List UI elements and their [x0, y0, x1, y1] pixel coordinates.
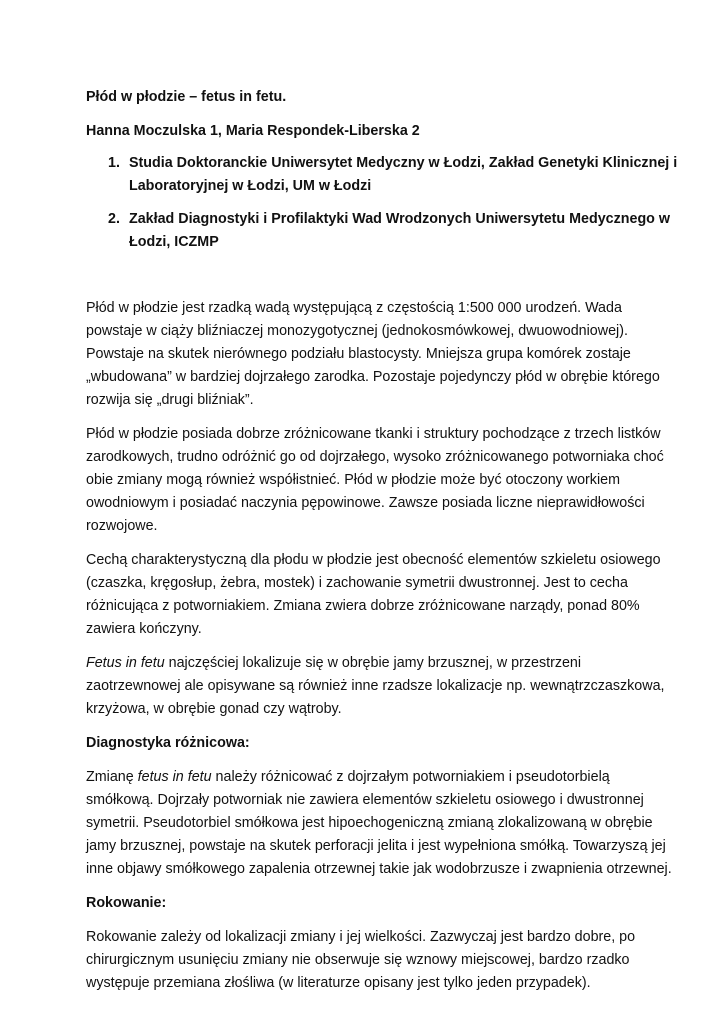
text-line: jamy brzusznej, powstaje na skutek perforacji jelita i jest wypełniona smółką. Towarzyszą jej: [86, 838, 666, 854]
authors: Hanna Moczulska 1, Maria Respondek-Liberska 2: [86, 123, 420, 139]
paragraph-tissues: [86, 423, 664, 538]
text-line: „wbudowana” w bardziej dojrzałego zarodka. Pozostaje pojedynczy płód w obrębie którego: [86, 369, 660, 385]
affiliation-line: Laboratoryjnej w Łodzi, UM w Łodzi: [129, 178, 372, 194]
heading-text: Rokowanie:: [86, 895, 167, 911]
document-title: Płód w płodzie – fetus in fetu.: [86, 89, 287, 105]
text-line: Powstaje na skutek nierównego podziału blastocysty. Mniejsza grupa komórek zostaje: [86, 346, 631, 362]
affiliation-line: Studia Doktoranckie Uniwersytet Medyczny w Łodzi, Zakład Genetyki Klinicznej i: [129, 155, 678, 171]
text-line: różnicująca z potworniakiem. Zmiana zwiera dobrze zróżnicowane narządy, ponad 80%: [86, 598, 640, 614]
text-fragment: Zmianę: [86, 769, 138, 785]
text-fragment: najczęściej lokalizuje się w obrębie jamy brzusznej, w przestrzeni: [164, 655, 582, 671]
text-line: rozwojowe.: [86, 518, 158, 534]
affiliation-item: [86, 208, 671, 254]
document-page: [86, 86, 678, 1006]
italic-term: Fetus in fetu: [86, 655, 165, 671]
italic-term: fetus in fetu: [137, 769, 212, 785]
paragraph-location: [86, 652, 665, 721]
text-line: występuje przemiana złośliwa (w literaturze opisany jest tylko jeden przypadek).: [86, 975, 591, 991]
text-line: [86, 652, 646, 675]
text-line: powstaje w ciąży bliźniaczej monozygotycznej (jednokosmówkowej, dwuowodniowej).: [86, 323, 628, 339]
text-line: chirurgicznym usunięciu zmiany nie obserwuje się wznowy miejscowej, bardzo rzadko: [86, 952, 630, 968]
text-line: (czaszka, kręgosłup, żebra, mostek) i zachowanie symetrii dwustronnej. Jest to cecha: [86, 575, 628, 591]
text-line: zawiera kończyny.: [86, 621, 202, 637]
text-line: Cechą charakterystyczną dla płodu w płodzie jest obecność elementów szkieletu osiowego: [86, 552, 661, 568]
affiliation-number: 1.: [108, 155, 120, 171]
text-line: Płód w płodzie jest rzadką wadą występującą z częstością 1:500 000 urodzeń. Wada: [86, 300, 622, 316]
spacer: [86, 264, 646, 297]
affiliation-item: [86, 152, 678, 198]
paragraph-intro: [86, 297, 660, 412]
text-line: inne objawy smółkowego zapalenia otrzewnej takie jak wodobrzusze i zwapnienia otrzewnej.: [86, 861, 672, 877]
paragraph-prognosis: [86, 926, 646, 995]
text-line: Rokowanie zależy od lokalizacji zmiany i jej wielkości. Zazwyczaj jest bardzo dobre, po: [86, 929, 636, 945]
text-line: obie zmiany mogą również współistnieć. Płód w płodzie może być otoczony workiem: [86, 472, 620, 488]
text-line: rozwija się „drugi bliźniak”.: [86, 392, 254, 408]
text-line: krzyżowa, w obrębie gonad czy wątroby.: [86, 701, 342, 717]
paragraph-diagnosis: [86, 766, 672, 881]
text-line: zaotrzewnowej ale opisywane są również inne rzadsze lokalizacje np. wewnątrzczaszkowa,: [86, 678, 665, 694]
text-line: zarodkowych, trudno odróżnić go od dojrzałego, wysoko zróżnicowanego potworniaka choć: [86, 449, 664, 465]
affiliation-line: Zakład Diagnostyki i Profilaktyki Wad Wrodzonych Uniwersytetu Medycznego w: [129, 211, 671, 227]
affiliation-number: 2.: [108, 211, 120, 227]
section-heading-diagnosis: [86, 732, 646, 755]
paragraph-skeleton: [86, 549, 661, 641]
text-line: smółkową. Dojrzały potworniak nie zawiera elementów szkieletu osiowego i dwustronnej: [86, 792, 644, 808]
heading-text: Diagnostyka różnicowa:: [86, 735, 250, 751]
text-fragment: należy różnicować z dojrzałym potworniakiem i pseudotorbielą: [211, 769, 610, 785]
text-line: symetrii. Pseudotorbiel smółkowa jest hipoechogeniczną zmianą zlokalizowaną w obrębie: [86, 815, 653, 831]
section-heading-prognosis: [86, 892, 646, 915]
text-line: Płód w płodzie posiada dobrze zróżnicowane tkanki i struktury pochodzące z trzech listków: [86, 426, 661, 442]
text-line: [86, 766, 646, 789]
text-line: owodniowym i posiadać naczynia pępowinowe. Zawsze posiada liczne nieprawidłowości: [86, 495, 645, 511]
affiliation-line: Łodzi, ICZMP: [129, 234, 219, 250]
